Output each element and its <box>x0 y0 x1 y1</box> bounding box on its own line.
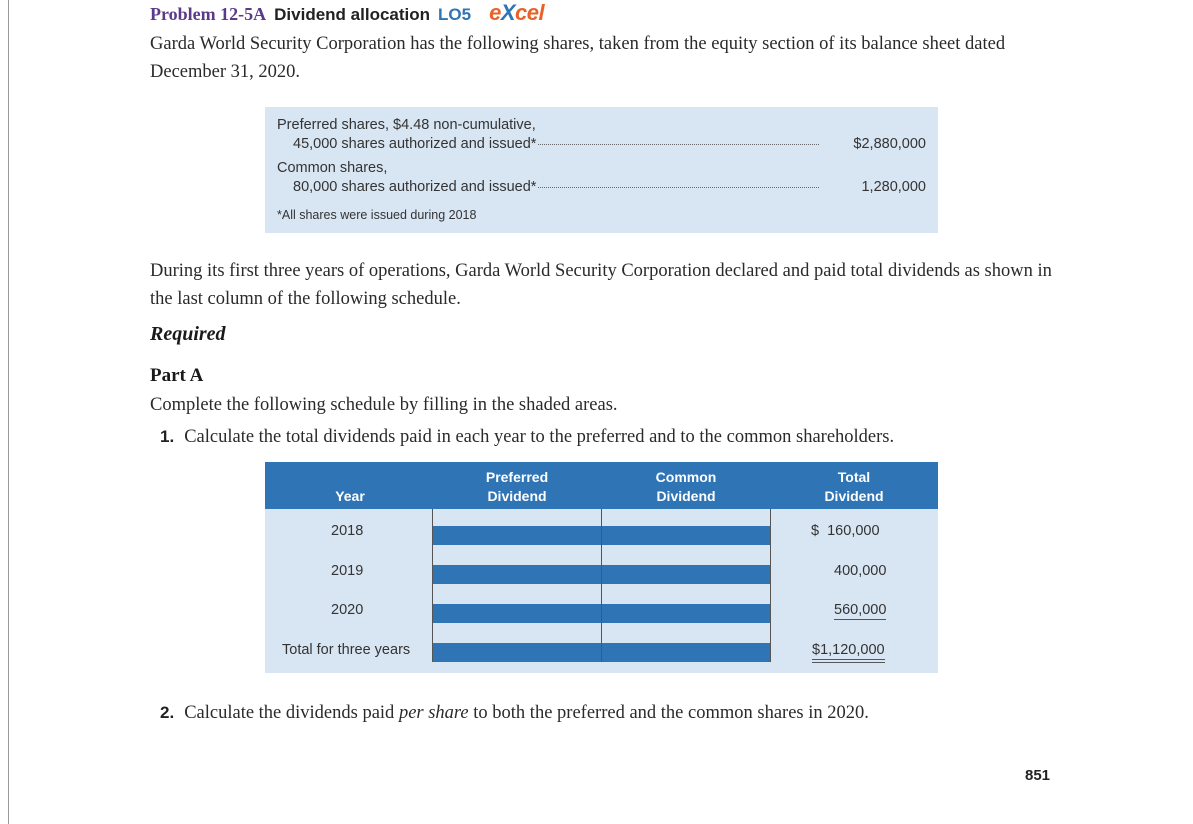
row-total-label: Total for three years <box>282 642 411 658</box>
common-shares-amount: 1,280,000 <box>861 179 926 195</box>
question-2-text-pre: Calculate the dividends paid <box>184 703 399 723</box>
leader-dots <box>538 187 819 188</box>
part-a-instruction: Complete the following schedule by filling in the shaded areas. <box>150 395 618 415</box>
total-2018: $ 160,000 <box>811 523 880 539</box>
excel-logo-x: X <box>500 0 516 25</box>
total-2020: 560,000 <box>834 602 887 618</box>
learning-objective: LO5 <box>438 5 472 24</box>
dividend-schedule-table <box>265 462 938 673</box>
leader-dots <box>538 144 819 145</box>
preferred-2018-input[interactable] <box>433 526 601 545</box>
part-a-heading: Part A <box>150 365 204 386</box>
equity-footnote: *All shares were issued during 2018 <box>277 208 477 222</box>
question-1 <box>160 424 894 450</box>
excel-logo-cel: cel <box>515 0 545 25</box>
page-margin-rule <box>8 0 9 824</box>
header-preferred-line2: Dividend <box>487 488 547 504</box>
preferred-shares-detail: 45,000 shares authorized and issued* <box>293 136 537 152</box>
grand-total: $1,120,000 <box>812 642 885 663</box>
row-year-2020: 2020 <box>331 602 364 618</box>
question-2-text-post: to both the preferred and the common shares in 2020. <box>468 703 869 723</box>
row-year-2018: 2018 <box>331 523 364 539</box>
preferred-2019-input[interactable] <box>433 565 601 584</box>
question-2-number: 2. <box>160 703 175 722</box>
required-heading: Required <box>150 323 226 345</box>
common-2019-input[interactable] <box>602 565 770 584</box>
question-1-number: 1. <box>160 427 175 446</box>
operations-paragraph: During its first three years of operations, Garda World Security Corporation declared and paid total dividends as shown in the last column of the following schedule. <box>150 261 1052 309</box>
question-2-emphasis: per share <box>398 703 469 723</box>
header-common-line1: Common <box>655 469 717 485</box>
page-number: 851 <box>1025 767 1051 784</box>
question-1-text: Calculate the total dividends paid in each year to the preferred and to the common shareholders. <box>184 427 895 447</box>
excel-logo-e: e <box>489 0 501 25</box>
question-2 <box>160 700 869 726</box>
problem-heading <box>150 0 545 25</box>
common-shares-detail-line <box>293 179 819 195</box>
problem-number: Problem 12-5A <box>150 4 267 24</box>
intro-paragraph: Garda World Security Corporation has the following shares, taken from the equity section of its balance sheet dated December 31, 2020. <box>150 34 1006 82</box>
preferred-total-input[interactable] <box>433 643 601 662</box>
preferred-2020-input[interactable] <box>433 604 601 623</box>
total-2019: 400,000 <box>834 563 887 579</box>
row-year-2019: 2019 <box>331 563 364 579</box>
common-2020-input[interactable] <box>602 604 770 623</box>
problem-title: Dividend allocation <box>274 5 431 24</box>
equity-section-box <box>265 107 938 233</box>
header-common-line2: Dividend <box>656 488 716 504</box>
header-total-line1: Total <box>837 469 871 485</box>
column-divider <box>770 509 771 662</box>
common-2018-input[interactable] <box>602 526 770 545</box>
header-year: Year <box>335 488 365 504</box>
common-total-input[interactable] <box>602 643 770 662</box>
excel-logo-icon <box>489 0 544 26</box>
schedule-header-row <box>265 462 938 509</box>
preferred-shares-detail-line <box>293 136 819 152</box>
preferred-shares-amount: $2,880,000 <box>853 136 926 152</box>
common-shares-detail: 80,000 shares authorized and issued* <box>293 179 537 195</box>
header-preferred-line1: Preferred <box>485 469 549 485</box>
preferred-shares-label: Preferred shares, $4.48 non-cumulative, <box>277 117 536 133</box>
common-shares-label: Common shares, <box>277 160 388 176</box>
header-total-line2: Dividend <box>824 488 884 504</box>
